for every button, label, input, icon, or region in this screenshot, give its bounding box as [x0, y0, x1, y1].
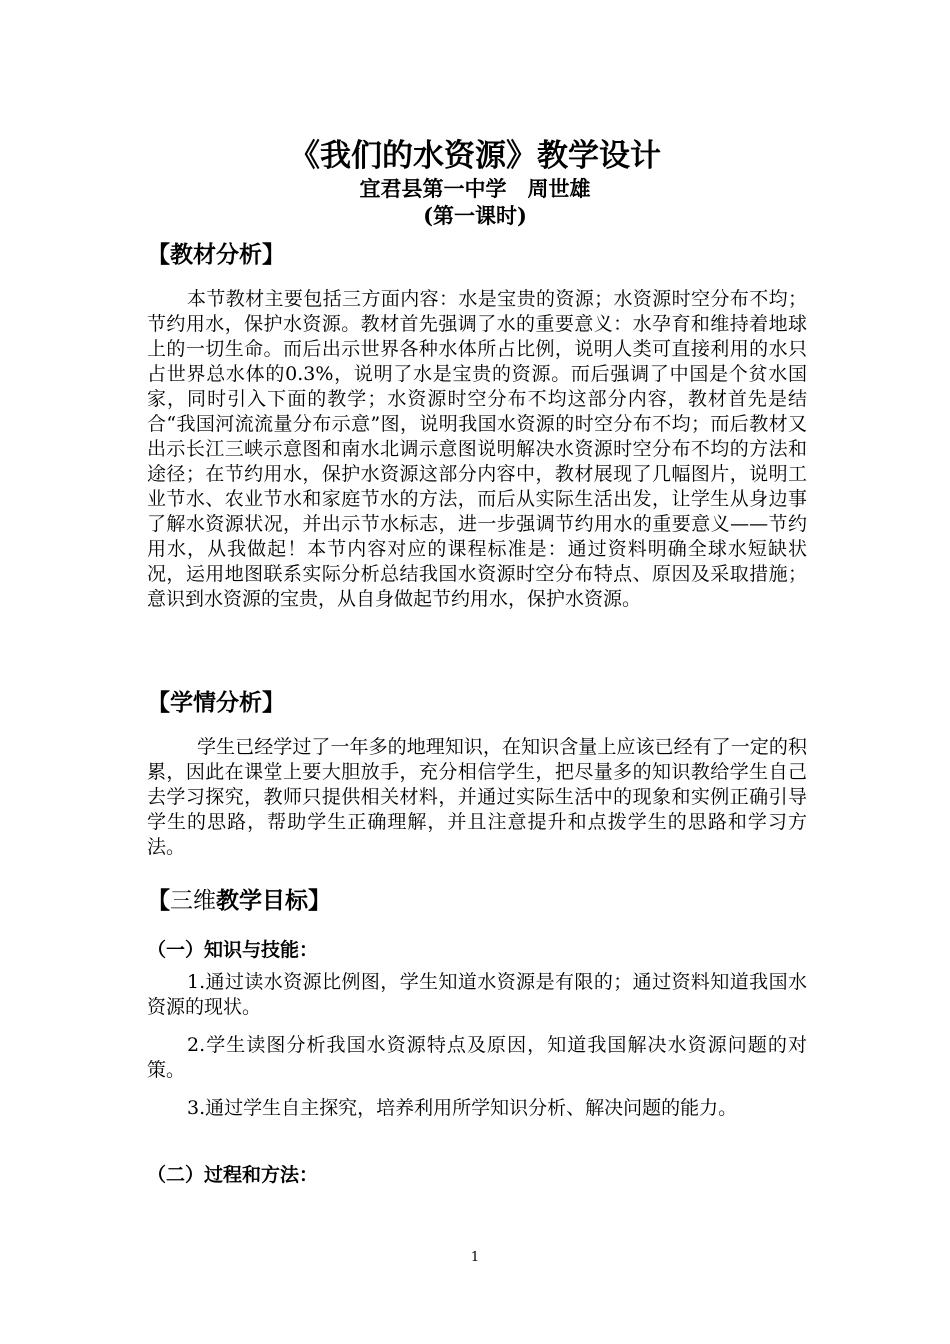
knowledge-skills-heading: （一）知识与技能： [147, 939, 319, 961]
teaching-goals-heading [147, 882, 331, 915]
heading-bracket-close: 】 [308, 887, 331, 914]
student-analysis-text: 学生已经学过了一年多的地理知识，在知识含量上应该已经有了一定的积累，因此在课堂上要大胆放手，充分相信学生，把尽量多的知识教给学生自己去学习探究，教师只提供相关材料，并通过实际生活中的现象和实例正确引导学生的思路，帮助学生正确理解，并且注意提升和点拨学生的思路和学习方法。 [147, 736, 807, 858]
goal-item: 1.通过读水资源比例图，学生知道水资源是有限的；通过资料知道我国水资源的现状。 [147, 971, 807, 1018]
heading-bracket-open: 【 [147, 887, 170, 914]
heading-bold-part: 教学目标 [216, 887, 308, 914]
document-title: 《我们的水资源》教学设计 [289, 138, 661, 174]
material-analysis-text: 本节教材主要包括三方面内容：水是宝贵的资源；水资源时空分布不均；节约用水，保护水资源。教材首先强调了水的重要意义：水孕育和维持着地球上的一切生命。而后出示世界各种水体所占比例，说明人类可直接利用的水只占世界总水体的0.3%，说明了水是宝贵的资源。而后强调了中国是个贫水国家，同时引入下面的教学；水资源时空分布不均这部分内容，教材首先是结合“我国河流流量分布示意”图，说明我国水资源的时空分布不均；而后教材又出示长江三峡示意图和南水北调示意图说明解决水资源时空分布不均的方法和途径；在节约用水，保护水资源这部分内容中，教材展现了几幅图片，说明工业节水、农业节水和家庭节水的方法，而后从实际生活出发，让学生从身边事了解水资源状况，并出示节水标志，进一步强调节约用水的重要意义——节约用水，从我做起！本节内容对应的课程标准是：通过资料明确全球水短缺状况，运用地图联系实际分析总结我国水资源时空分布特点、原因及采取措施；意识到水资源的宝贵，从自身做起节约用水，保护水资源。 [147, 288, 807, 610]
heading-light-part: 三维 [170, 888, 216, 914]
lesson-label: (第一课时) [423, 203, 527, 228]
page-number: 1 [470, 1250, 480, 1265]
student-analysis-heading: 【学情分析】 [147, 689, 285, 716]
material-analysis-heading: 【教材分析】 [147, 241, 285, 268]
process-methods-heading: （二）过程和方法： [147, 1164, 319, 1186]
goal-item: 2.学生读图分析我国水资源特点及原因，知道我国解决水资源问题的对策。 [147, 1034, 807, 1081]
document-author: 宜君县第一中学 周世雄 [359, 176, 591, 201]
goal-item: 3.通过学生自主探究，培养利用所学知识分析、解决问题的能力。 [187, 1097, 738, 1119]
